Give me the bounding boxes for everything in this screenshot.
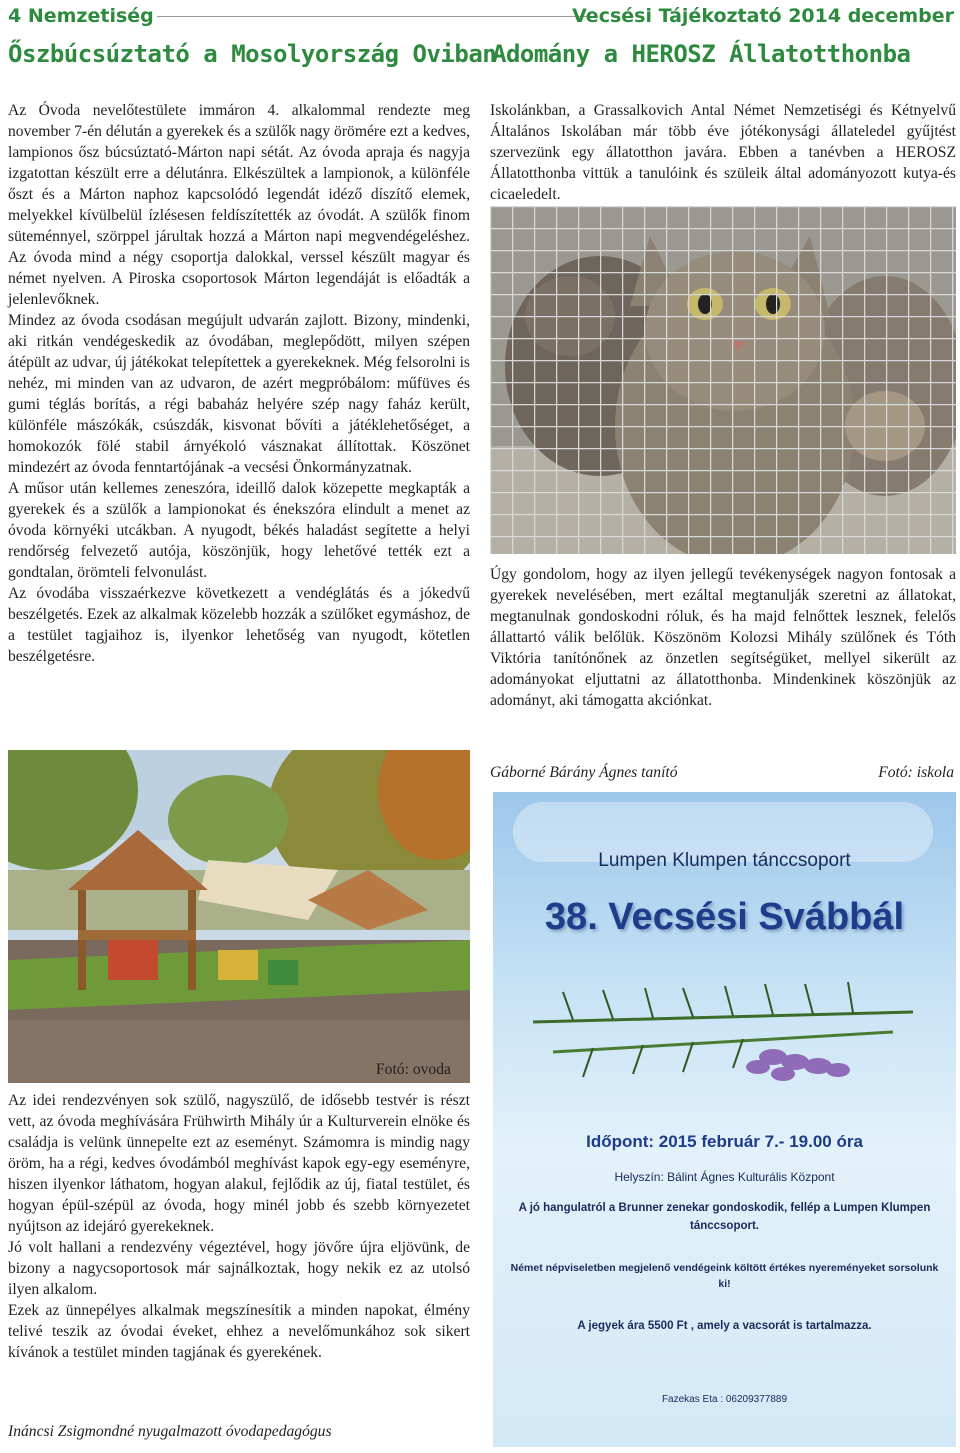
paragraph: Úgy gondolom, hogy az ilyen jellegű tevékenységek nagyon fontosak a gyerekek nevelésében, mert ezáltal megtanulják szeretni az állatokat, megtanulnak gondoskodni róluk, és ha majd felnőttek lesznek, felelős állattartó válik belőlük. Köszönöm Kolozsi Mihály szülőnek és Tóth Viktória tanítónőnek az önzetlen segítségüket, mellyel sikerült az adományokat eljuttatni az állatotthonba. Mindenkinek köszönjük az adományt, aki támogatta akciónkat. — [490, 566, 956, 709]
poster-ticket-price: A jegyek ára 5500 Ft , amely a vacsorát is tartalmazza. — [577, 1320, 872, 1332]
poster-venue: Helyszín: Bálint Ágnes Kulturális Központ — [614, 1170, 835, 1184]
paragraph: A műsor után kellemes zeneszóra, ideillő dalok közepette megkapták a gyerekek és a szülők a lampionokat és énekszóra elindult a menet az óvoda környéki utcákban. A nyugodt, békés haladást segítette a helyi rendőrség felvezető autója, köszönjük, hogy lehetővé tették ezt a gondtalan, örömteli felvonulást. — [8, 480, 470, 581]
left-article-body — [8, 100, 470, 667]
playground-photo — [8, 750, 470, 1083]
lavender-illustration — [533, 962, 933, 1102]
poster-invite-line: Német népviseletben megjelenő vendégeink költött értékes nyereményeket sorsolunk — [510, 1262, 939, 1274]
poster-invite-line-2: ki! — [718, 1278, 731, 1290]
paragraph: Iskolánkban, a Grassalkovich Antal Német Nemzetiségi és Kétnyelvű Általános Iskolában már több éve jótékonysági állateledel gyűjtést szervezünk egy állatotthon javára. Ebben a tanévben a HEROSZ Állatotthonba vittük a tanulóink és szüleik által adományozott kutya-és cicaeledelt. — [490, 102, 956, 203]
poster-title: 38. Vecsési Svábbál — [544, 896, 905, 938]
poster-group-name: Lumpen Klumpen tánccsoport — [598, 850, 851, 871]
right-article-title: Adomány a HEROSZ Állatotthonba — [492, 40, 911, 68]
right-article-body — [490, 100, 956, 205]
right-article-author: Gáborné Bárány Ágnes tanító — [490, 764, 678, 781]
header-rule — [157, 16, 589, 17]
poster-contact: Fazekas Eta : 06209377889 — [661, 1394, 788, 1405]
paragraph: Az idei rendezvényen sok szülő, nagyszülő, de idősebb testvér is részt vett, az óvoda meghívására Frühwirth Mihály úr a Kulturverein elnöke és családja is velünk ünnepelte ezt az eseményt. Számomra is mindig nagy öröm, ha a régi, kedves óvodámból meghívást kapok egy-egy eseményre, hiszen ilyenkor láthatom, hogyan alakul, fejlődik az új, fiatal testület, és hogyan épül-szépül az óvoda, hogy minél jobb és szebb környezetet nyújtson az idejáró gyerekeknek. — [8, 1092, 470, 1235]
paragraph: Ezek az ünnepélyes alkalmak megszínesítik a minden napokat, élmény telivé teszik az óvodai éveket, ehhez a nevelőmunkához sok sikert kívánok a testület minden tagjának és gyerekének. — [8, 1302, 470, 1361]
page-section-label: 4 Nemzetiség — [8, 5, 154, 27]
playground-photo-caption: Fotó: ovoda — [376, 1061, 451, 1078]
paragraph: Az Óvoda nevelőtestülete immáron 4. alkalommal rendezte meg november 7-én délután a gyerekek és a szülők nagy örömére ezt a kedves, lampionos ősz búcsúztató-Márton napi sétát. Az óvoda apraja és nagyja izgatottan készült erre a délutánra. Elkészültek a lampionok, a különféle őszt és a Márton naphoz kapcsolódó legendát idéző díszítő elemek, melyekkel kívülbelül ízlésesen feldíszítették az óvodát. A szülők finom süteménnyel, szörppel járultak hozzá a Márton napi megvendégeléshez. Az óvoda mind a négy csoportja dalokkal, verssel készült magyar és német nyelven. A Piroska csoportosok Márton legendáját is előadták a jelenlevőknek. — [8, 102, 470, 308]
svabbal-poster — [493, 792, 956, 1447]
poster-date: Időpont: 2015 február 7.- 19.00 óra — [586, 1132, 863, 1151]
paragraph: Mindez az óvoda csodásan megújult udvarán zajlott. Bizony, mindenki, aki ritkán vendégeskedik az óvodában, meglepődött, milyen szépen átépült az udvar, új játékokat telepítettek a gyerekeknek. Még felsorolni is nehéz, mi minden van az udvaron, de azért megpróbálom: műfüves és gumi téglás borítás, a régi babaház helyére szép nagy faház került, különféle mászókák, csúszdák, kisvonat bővíti a játéklehetőséget, a homokozók fölé stabil árnyékoló vásznakat állítottak. Köszönet mindezért az óvoda fenntartójának -a vecsési Önkormányzatnak. — [8, 312, 470, 476]
paragraph: Jó volt hallani a rendezvény végeztével, hogy jövőre újra eljövünk, de bizony a nagycsoportosok már sajnálkoztak, hogy nekik ez az utolsó ilyen alkalom. — [8, 1239, 470, 1298]
cats-photo — [490, 206, 956, 554]
left-article-body-continued — [8, 1090, 470, 1363]
left-article-author: Ináncsi Zsigmondné nyugalmazott óvodapedagógus — [8, 1423, 332, 1440]
poster-music-line: A jó hangulatról a Brunner zenekar gondoskodik, fellép a Lumpen Klumpen — [518, 1202, 931, 1214]
right-article-body-continued — [490, 564, 956, 711]
poster-music-line-2: tánccsoport. — [689, 1220, 759, 1232]
left-article-title: Őszbúcsúztató a Mosolyország Oviban — [8, 40, 497, 68]
cats-photo-caption: Fotó: iskola — [878, 764, 954, 781]
publication-title: Vecsési Tájékoztató 2014 december — [572, 5, 954, 27]
paragraph: Az óvodába visszaérkezve következett a vendéglátás és a jókedvű beszélgetés. Ezek az alkalmak közelebb hozzák a szülőket egymáshoz, de a testület tagjaihoz is, ilyenkor lehetőség van nyugodt, kötetlen beszélgetésre. — [8, 585, 470, 665]
